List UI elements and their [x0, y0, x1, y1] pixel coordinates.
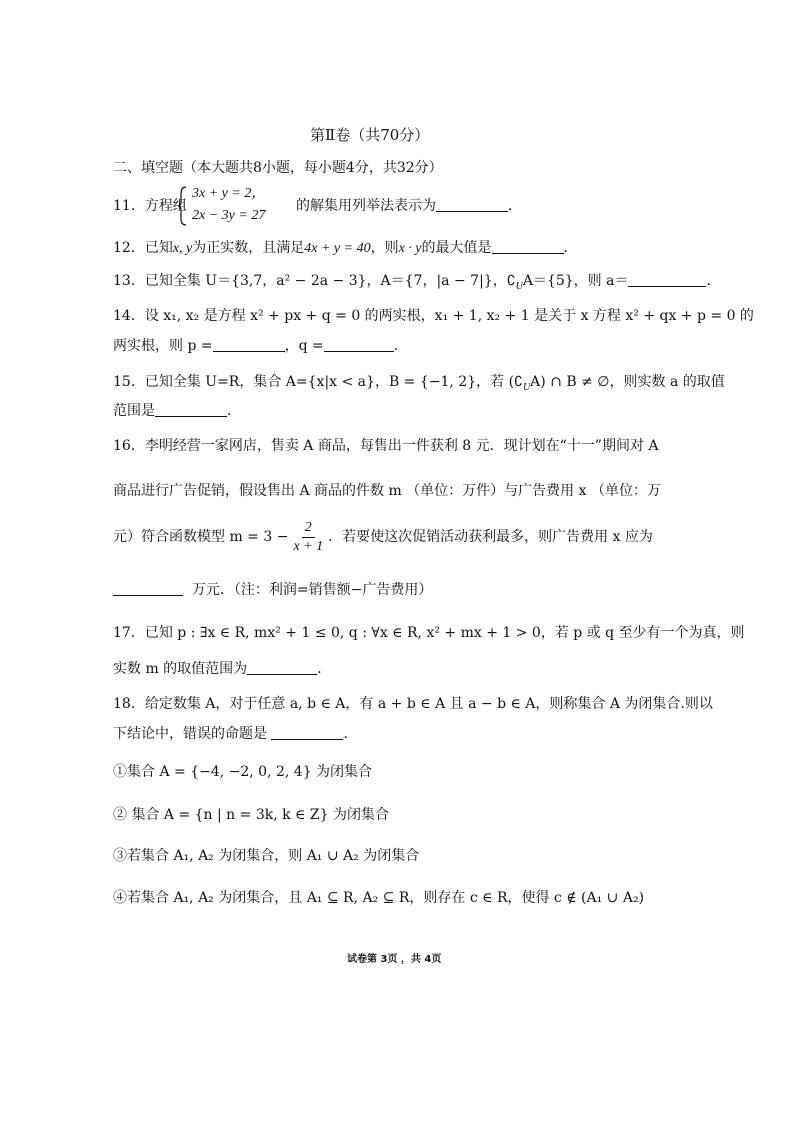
- answer-blank[interactable]: [324, 337, 394, 352]
- q18-line2: 下结论中，错误的命题是: [113, 726, 267, 742]
- q15-sub: U: [522, 381, 531, 393]
- question-18-line2: 下结论中，错误的命题是 ．: [113, 726, 358, 742]
- question-number: 15．: [113, 374, 145, 390]
- answer-blank[interactable]: [113, 581, 183, 596]
- fraction-denominator: x + 1: [293, 538, 324, 554]
- q18-option-4: ④若集合 A₁, A₂ 为闭集合，且 A₁ ⊆ R, A₂ ⊆ R，则存在 c ∈ R，使得 c ∉ (A₁ ∪ A₂): [113, 890, 645, 906]
- q12-vars: x, y: [172, 241, 193, 256]
- q17-line1: 已知 p : ∃x ∈ R, mx² + 1 ≤ 0, q : ∀x ∈ R, x² + mx + 1 > 0，若 p 或 q 至少有一个为真，则: [144, 625, 745, 641]
- q11-text-a: 方程组: [144, 198, 187, 214]
- q12-text-d: 的最大值是: [421, 240, 492, 256]
- q17-line2: 实数 m 的取值范围为: [113, 661, 248, 677]
- question-15: [113, 372, 725, 398]
- question-17: [113, 623, 745, 643]
- q11-line-end: 的解集用列举法表示为 ．: [296, 198, 522, 214]
- q12-text-c: ，则: [370, 240, 399, 256]
- q15-line2: 范围是: [113, 403, 155, 419]
- question-17-line2: 实数 m 的取值范围为 ．: [113, 661, 332, 677]
- answer-blank[interactable]: [492, 239, 564, 254]
- question-14: [113, 306, 754, 326]
- q13-text: 已知全集 U＝{3,7，a² − 2a − 3}，A＝{7，|a − 7|}，∁: [144, 273, 516, 289]
- question-number: 18．: [113, 696, 145, 712]
- q16-line4: 万元．（注：利润=销售额−广告费用）: [191, 582, 433, 598]
- q14-line2-a: 两实根，则 p =: [113, 338, 213, 354]
- question-number: 14．: [113, 308, 145, 324]
- question-16-line2: 商品进行广告促销，假设售出 A 商品的件数 m （单位：万件）与广告费用 x （单位：万: [113, 483, 661, 499]
- question-14-line2: 两实根，则 p = ，q = ．: [113, 338, 408, 354]
- question-number: 13．: [113, 273, 145, 289]
- question-12: 12．已知x, y为正实数，且满足4x + y = 40，则x · y的最大值是 ．: [113, 240, 578, 256]
- q12-expr: x · y: [398, 241, 422, 256]
- page-footer: 试卷第 3页 ，共 4页: [347, 954, 442, 965]
- answer-blank[interactable]: [213, 337, 285, 352]
- q18-option-3: ③若集合 A₁, A₂ 为闭集合，则 A₁ ∪ A₂ 为闭集合: [113, 848, 420, 864]
- q11-text-b: 的解集用列举法表示为: [296, 198, 436, 214]
- q12-text-a: 已知: [144, 240, 173, 256]
- question-18: [113, 694, 713, 714]
- q15-line1: 已知全集 U=R，集合 A={x|x < a}，B = {−1, 2}，若 (∁: [144, 374, 523, 390]
- q11-eq2: 2x − 3y = 27: [192, 208, 266, 223]
- fraction: [290, 519, 326, 556]
- q12-cond: 4x + y = 40: [304, 241, 371, 256]
- answer-blank[interactable]: [155, 402, 227, 417]
- q11-eq1: 3x + y = 2，: [192, 186, 266, 201]
- answer-blank[interactable]: [628, 272, 706, 287]
- q18-option-1: ①集合 A = {−4, −2, 0, 2, 4} 为闭集合: [113, 764, 373, 780]
- question-number: 11．: [113, 198, 145, 214]
- answer-blank[interactable]: [436, 197, 508, 212]
- part-heading: 二、填空题（本大题共8小题，每小题4分，共32分）: [113, 160, 443, 176]
- fraction-numerator: 2: [302, 519, 315, 538]
- answer-blank[interactable]: [247, 660, 317, 675]
- question-number: 16．: [113, 438, 145, 454]
- q16-line3-b: ．若要使这次促销活动获利最多，则广告费用 x 应为: [328, 529, 653, 545]
- section-title: 第Ⅱ卷（共70分）: [310, 126, 430, 144]
- question-11: [113, 196, 187, 216]
- question-13: 13．已知全集 U＝{3,7，a² − 2a − 3}，A＝{7，|a − 7|}，$∁_UA=\{5\}$，则 a＝ ．: [113, 273, 721, 292]
- q12-text-b: 为正实数，且满足: [192, 240, 305, 256]
- q13-text-b: A＝{5}，则 a＝: [522, 273, 629, 289]
- question-number: 12．: [113, 240, 145, 256]
- question-16-line4: [113, 580, 432, 600]
- question-15-line2: 范围是 ．: [113, 403, 241, 419]
- question-16-line3: [113, 516, 653, 558]
- q18-line1: 给定数集 A，对于任意 a, b ∈ A，有 a + b ∈ A 且 a − b ∈ A，则称集合 A 为闭集合.则以: [144, 696, 713, 712]
- q18-option-2: ② 集合 A = {n | n = 3k, k ∈ Z} 为闭集合: [113, 807, 389, 823]
- question-number: 17．: [113, 625, 145, 641]
- q16-line1: 李明经营一家网店，售卖 A 商品，每售出一件获利 8 元．现计划在“十一”期间对 A: [144, 438, 659, 454]
- question-16: [113, 436, 659, 456]
- q13-sub: U: [515, 280, 523, 292]
- q14-line1: 设 x₁, x₂ 是方程 x² + px + q = 0 的两实根，x₁ + 1, x₂ + 1 是关于 x 方程 x² + qx + p = 0 的: [144, 308, 754, 324]
- q14-line2-b: ，q =: [284, 338, 324, 354]
- q15-line1-b: A) ∩ B ≠ ∅，则实数 a 的取值: [530, 374, 725, 390]
- q16-line3-a: 元）符合函数模型 m = 3 −: [113, 529, 289, 545]
- answer-blank[interactable]: [271, 725, 343, 740]
